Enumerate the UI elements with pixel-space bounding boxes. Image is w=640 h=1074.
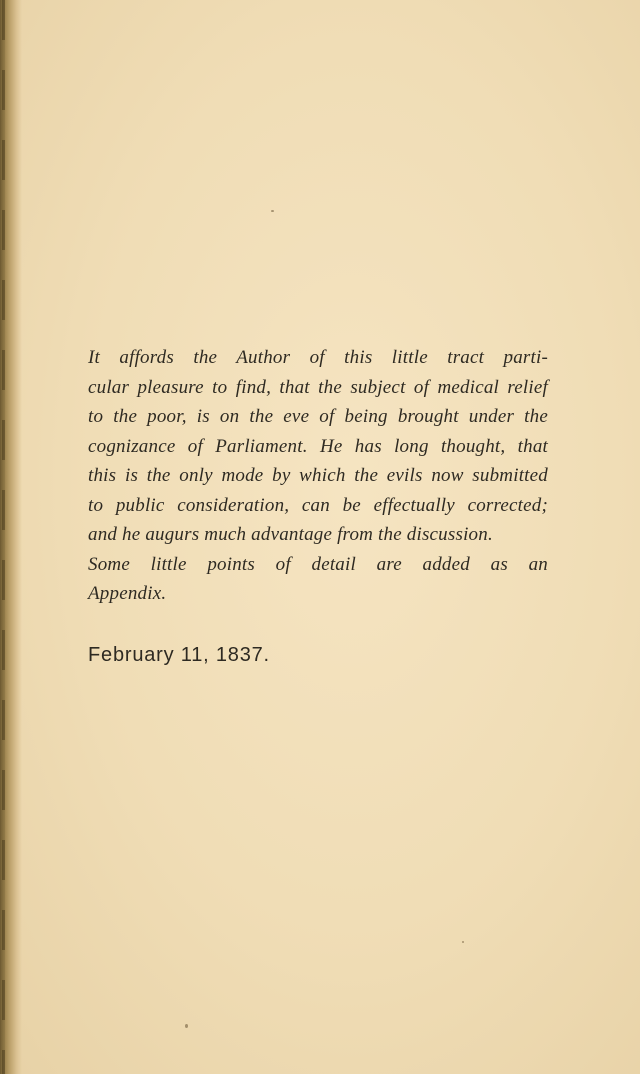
preface-line: Some little points of detail are added as an bbox=[88, 553, 548, 575]
preface-line: It affords the Author of this little tract parti- bbox=[88, 347, 548, 368]
paper-speck bbox=[271, 210, 274, 212]
paper-speck bbox=[462, 941, 464, 943]
book-binding-edge bbox=[0, 0, 22, 1074]
preface-date: February 11, 1837. bbox=[88, 644, 270, 666]
preface-line: cular pleasure to find, that the subject of medical relief bbox=[88, 376, 548, 398]
preface-line: to the poor, is on the eve of being brought under the bbox=[88, 406, 548, 427]
preface-line: cognizance of Parliament. He has long thought, that bbox=[88, 435, 548, 457]
preface-line: this is the only mode by which the evils now submitted bbox=[88, 465, 548, 486]
preface-text bbox=[88, 343, 548, 609]
preface-line: to public consideration, can be effectually corrected; bbox=[88, 494, 548, 516]
preface-line: and he augurs much advantage from the discussion. bbox=[88, 524, 493, 545]
paper-speck bbox=[185, 1024, 188, 1028]
preface-line: Appendix. bbox=[88, 583, 167, 604]
